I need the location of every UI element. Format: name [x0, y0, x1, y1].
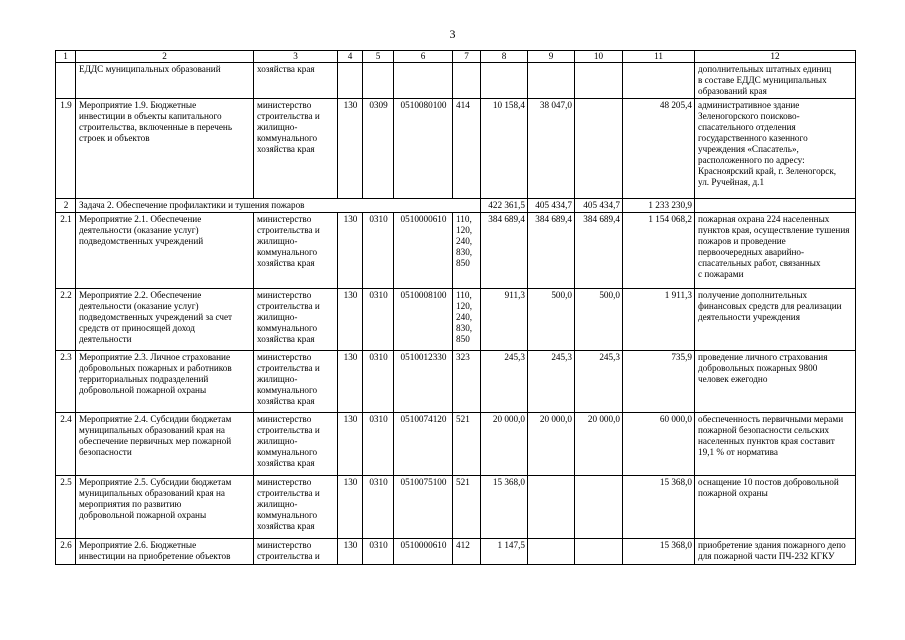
value-total: 735,9: [623, 351, 695, 413]
expected-result: административное здание Зеленогорского поисково- спасательного отделения государственного казенного учреждения «Спасатель», расположенного по адресу: Красноярский край, г. Зеленогорск, ул. Ручейная, д.1: [695, 99, 856, 199]
value-total: [623, 63, 695, 99]
code-csr: [394, 63, 453, 99]
value-year-1: 911,3: [481, 289, 528, 351]
code-csr: 0510000610: [394, 213, 453, 289]
column-number: 2: [76, 51, 254, 63]
code-grbs: 130: [338, 539, 363, 565]
column-number: 11: [623, 51, 695, 63]
row-number: 2.6: [56, 539, 76, 565]
table-row: [56, 213, 856, 289]
value-year-2: [528, 63, 575, 99]
executor: министерство строительства и жилищно- коммунального хозяйства края: [254, 476, 338, 539]
activity-name: ЕДДС муниципальных образований: [76, 63, 254, 99]
code-grbs: 130: [338, 476, 363, 539]
value-year-2: [528, 476, 575, 539]
expected-result: оснащение 10 постов добровольной пожарной охраны: [695, 476, 856, 539]
value-total: 1 233 230,9: [623, 199, 695, 213]
column-header-row: [56, 51, 856, 63]
value-year-3: 384 689,4: [575, 213, 623, 289]
column-number: 7: [453, 51, 481, 63]
column-number: 3: [254, 51, 338, 63]
code-csr: 0510012330: [394, 351, 453, 413]
code-rzpr: 0309: [363, 99, 394, 199]
expected-result: дополнительных штатных единиц в составе ЕДДС муниципальных образований края: [695, 63, 856, 99]
expected-result: пожарная охрана 224 населенных пунктов края, осуществление тушения пожаров и проведение первоочередных аварийно- спасательных работ, связанных с пожарами: [695, 213, 856, 289]
value-year-3: 245,3: [575, 351, 623, 413]
code-rzpr: 0310: [363, 539, 394, 565]
code-grbs: 130: [338, 413, 363, 476]
code-vr: 521: [453, 476, 481, 539]
value-year-3: [575, 63, 623, 99]
table-row: [56, 99, 856, 199]
code-vr: [453, 63, 481, 99]
activity-name: Мероприятие 2.1. Обеспечение деятельности (оказание услуг) подведомственных учреждений: [76, 213, 254, 289]
code-csr: 0510008100: [394, 289, 453, 351]
expected-result: [695, 199, 856, 213]
column-number: 9: [528, 51, 575, 63]
column-number: 4: [338, 51, 363, 63]
value-year-1: 10 158,4: [481, 99, 528, 199]
value-year-3: 20 000,0: [575, 413, 623, 476]
code-vr: 521: [453, 413, 481, 476]
code-rzpr: 0310: [363, 289, 394, 351]
executor: министерство строительства и жилищно- коммунального хозяйства края: [254, 99, 338, 199]
row-number: 1.9: [56, 99, 76, 199]
activity-name: Мероприятие 2.3. Личное страхование добровольных пожарных и работников территориальных подразделений добровольной пожарной охраны: [76, 351, 254, 413]
activity-name: Мероприятие 2.2. Обеспечение деятельности (оказание услуг) подведомственных учреждений за счет средств от приносящей доход деятельности: [76, 289, 254, 351]
executor: хозяйства края: [254, 63, 338, 99]
code-csr: 0510074120: [394, 413, 453, 476]
code-rzpr: 0310: [363, 413, 394, 476]
activity-name: Мероприятие 2.6. Бюджетные инвестиции на приобретение объектов: [76, 539, 254, 565]
executor: министерство строительства и жилищно- коммунального хозяйства края: [254, 351, 338, 413]
value-year-1: 384 689,4: [481, 213, 528, 289]
column-number: 1: [56, 51, 76, 63]
table-row: [56, 351, 856, 413]
table-row: [56, 539, 856, 565]
value-year-3: [575, 99, 623, 199]
task-row: [56, 199, 856, 213]
value-year-2: [528, 539, 575, 565]
code-csr: 0510075100: [394, 476, 453, 539]
code-rzpr: 0310: [363, 351, 394, 413]
column-number: 10: [575, 51, 623, 63]
code-csr: 0510000610: [394, 539, 453, 565]
code-vr: 110, 120, 240, 830, 850: [453, 213, 481, 289]
row-number: 2.4: [56, 413, 76, 476]
value-year-2: 500,0: [528, 289, 575, 351]
code-csr: 0510080100: [394, 99, 453, 199]
value-year-2: 405 434,7: [528, 199, 575, 213]
value-total: 60 000,0: [623, 413, 695, 476]
task-title: Задача 2. Обеспечение профилактики и тушения пожаров: [76, 199, 481, 213]
value-year-2: 38 047,0: [528, 99, 575, 199]
expected-result: проведение личного страхования добровольных пожарных 9800 человек ежегодно: [695, 351, 856, 413]
table-row: [56, 476, 856, 539]
code-vr: 323: [453, 351, 481, 413]
code-rzpr: 0310: [363, 476, 394, 539]
executor: министерство строительства и жилищно- коммунального хозяйства края: [254, 413, 338, 476]
activity-name: Мероприятие 2.4. Субсидии бюджетам муниципальных образований края на обеспечение первичных мер пожарной безопасности: [76, 413, 254, 476]
row-number: 2.2: [56, 289, 76, 351]
code-grbs: [338, 63, 363, 99]
expected-result: обеспеченность первичными мерами пожарной безопасности сельских населенных пунктов края составит 19,1 % от норматива: [695, 413, 856, 476]
value-year-3: [575, 476, 623, 539]
value-total: 1 911,3: [623, 289, 695, 351]
value-year-1: 20 000,0: [481, 413, 528, 476]
column-number: 12: [695, 51, 856, 63]
code-grbs: 130: [338, 289, 363, 351]
value-total: 48 205,4: [623, 99, 695, 199]
code-vr: 412: [453, 539, 481, 565]
table-row: [56, 413, 856, 476]
value-year-3: 500,0: [575, 289, 623, 351]
code-grbs: 130: [338, 99, 363, 199]
row-number: 2.5: [56, 476, 76, 539]
value-year-1: 245,3: [481, 351, 528, 413]
value-total: 1 154 068,2: [623, 213, 695, 289]
row-number: 2.1: [56, 213, 76, 289]
value-year-1: 1 147,5: [481, 539, 528, 565]
column-number: 8: [481, 51, 528, 63]
column-number: 6: [394, 51, 453, 63]
page-number: 3: [449, 27, 456, 41]
code-vr: 414: [453, 99, 481, 199]
row-number: 2.3: [56, 351, 76, 413]
code-grbs: 130: [338, 213, 363, 289]
table-row: [56, 289, 856, 351]
value-year-3: [575, 539, 623, 565]
code-vr: 110, 120, 240, 830, 850: [453, 289, 481, 351]
executor: министерство строительства и жилищно- коммунального хозяйства края: [254, 213, 338, 289]
value-year-2: 245,3: [528, 351, 575, 413]
code-rzpr: 0310: [363, 213, 394, 289]
value-year-2: 20 000,0: [528, 413, 575, 476]
expected-result: приобретение здания пожарного депо для пожарной части ПЧ-232 КГКУ: [695, 539, 856, 565]
value-total: 15 368,0: [623, 476, 695, 539]
row-number: 2: [56, 199, 76, 213]
value-year-1: 15 368,0: [481, 476, 528, 539]
activity-name: Мероприятие 2.5. Субсидии бюджетам муниципальных образований края на мероприятия по развитию добровольной пожарной охраны: [76, 476, 254, 539]
value-total: 15 368,0: [623, 539, 695, 565]
code-rzpr: [363, 63, 394, 99]
table-row: [56, 63, 856, 99]
row-number: [56, 63, 76, 99]
column-number: 5: [363, 51, 394, 63]
executor: министерство строительства и: [254, 539, 338, 565]
executor: министерство строительства и жилищно- коммунального хозяйства края: [254, 289, 338, 351]
activity-name: Мероприятие 1.9. Бюджетные инвестиции в объекты капитального строительства, включенные в перечень строек и объектов: [76, 99, 254, 199]
value-year-1: [481, 63, 528, 99]
code-grbs: 130: [338, 351, 363, 413]
value-year-3: 405 434,7: [575, 199, 623, 213]
expected-result: получение дополнительных финансовых средств для реализации деятельности учреждения: [695, 289, 856, 351]
value-year-2: 384 689,4: [528, 213, 575, 289]
value-year-1: 422 361,5: [481, 199, 528, 213]
program-table: [55, 50, 856, 565]
